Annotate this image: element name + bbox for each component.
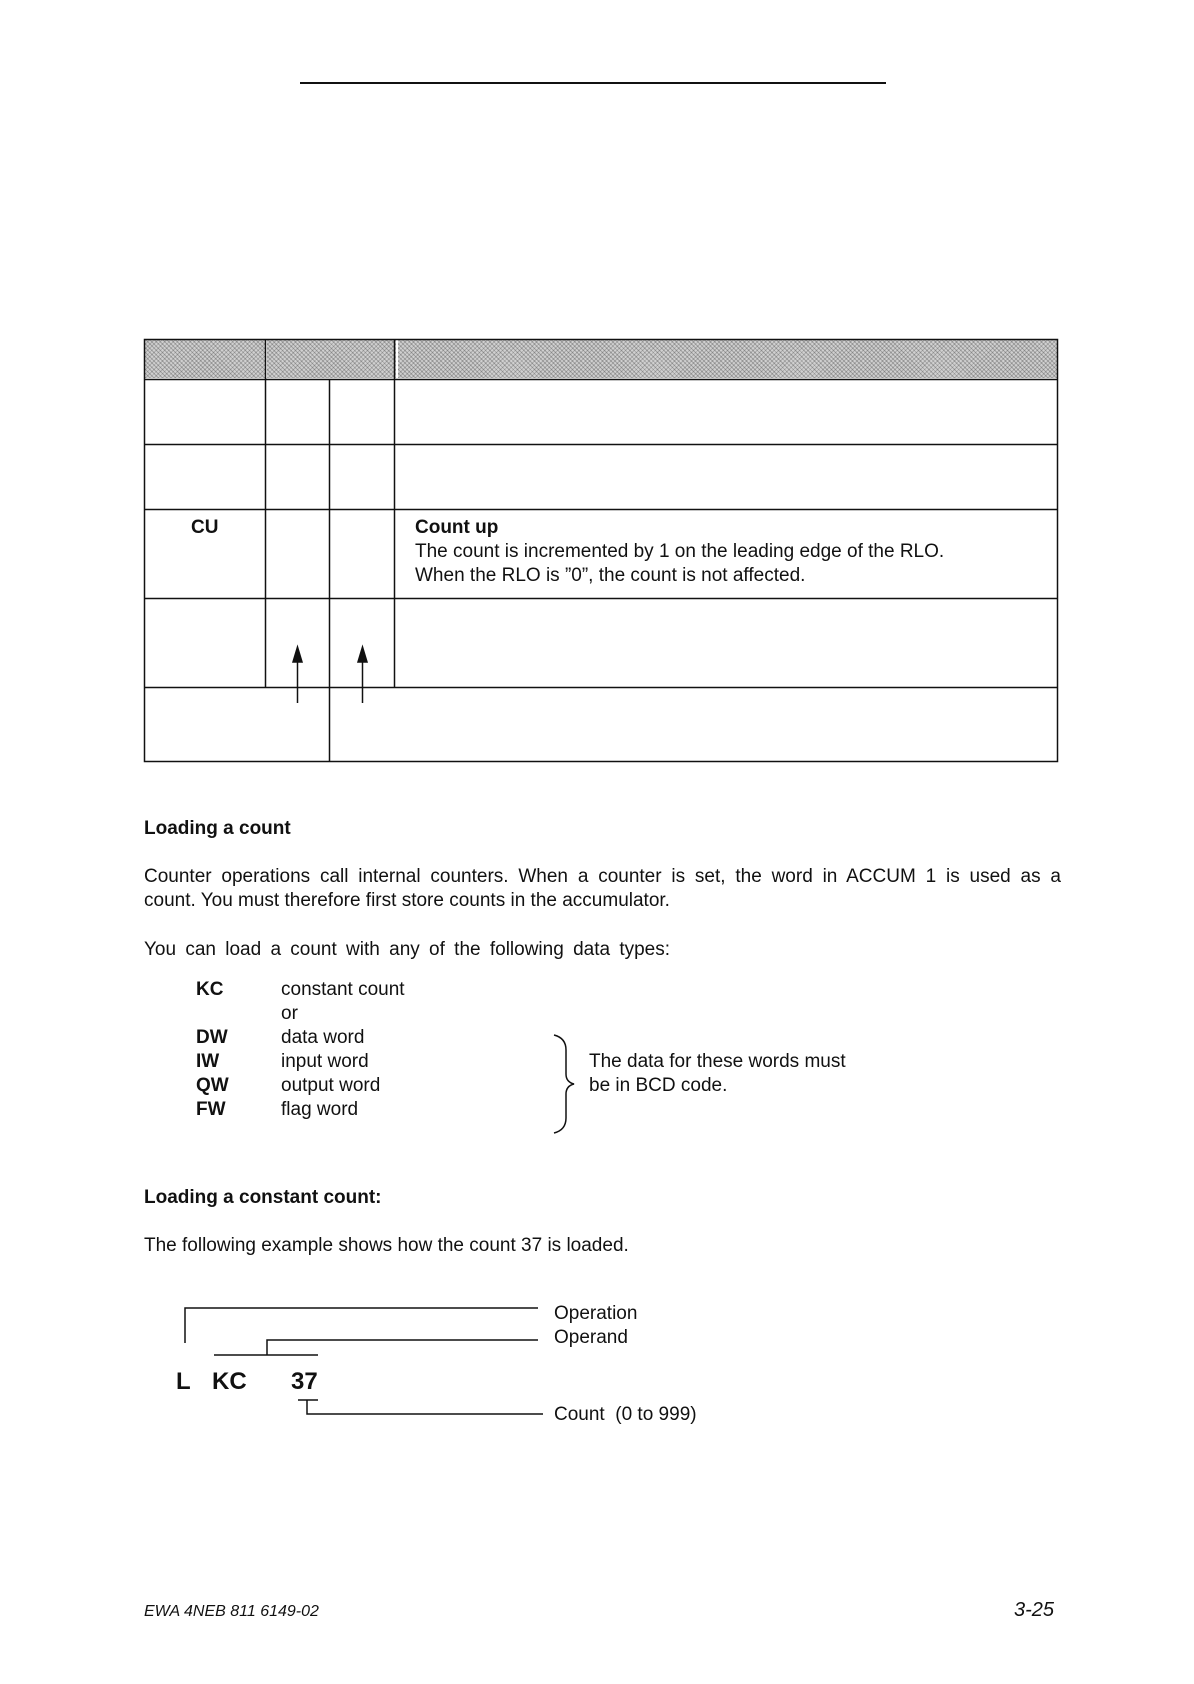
type-label: input word bbox=[281, 1051, 369, 1072]
up-arrow-icon bbox=[358, 647, 367, 703]
label-operation: Operation bbox=[554, 1303, 638, 1324]
type-label: or bbox=[281, 1003, 298, 1024]
section-heading-constant-count: Loading a constant count: bbox=[144, 1187, 382, 1208]
type-code: DW bbox=[196, 1027, 228, 1048]
type-code: KC bbox=[196, 979, 224, 1000]
section-heading-loading-count: Loading a count bbox=[144, 818, 291, 839]
label-operand: Operand bbox=[554, 1327, 628, 1348]
type-code: QW bbox=[196, 1075, 229, 1096]
table-row-3-desc-line-2: When the RLO is ”0”, the count is not affected. bbox=[415, 565, 806, 586]
page-number: 3-25 bbox=[1014, 1599, 1055, 1621]
footer-doc-id: EWA 4NEB 811 6149-02 bbox=[144, 1603, 319, 1620]
type-label: constant count bbox=[281, 979, 405, 1000]
paragraph-data-types: You can load a count with any of the following data types: bbox=[144, 939, 671, 960]
example-value: 37 bbox=[291, 1368, 318, 1395]
up-arrow-icon bbox=[293, 647, 302, 703]
label-count: Count (0 to 999) bbox=[554, 1404, 697, 1425]
type-code: FW bbox=[196, 1099, 226, 1120]
example-operation: L bbox=[176, 1368, 191, 1395]
paragraph-example: The following example shows how the count 37 is loaded. bbox=[144, 1235, 629, 1256]
example-operand: KC bbox=[212, 1368, 247, 1395]
bcd-note-line-2: be in BCD code. bbox=[589, 1075, 728, 1096]
type-code: IW bbox=[196, 1051, 220, 1072]
bcd-note-line-1: The data for these words must bbox=[589, 1051, 846, 1072]
table-row-3-title: Count up bbox=[415, 517, 499, 538]
table-row-3-desc-line-1: The count is incremented by 1 on the leading edge of the RLO. bbox=[415, 541, 945, 562]
paragraph-counter-line-2: count. You must therefore first store counts in the accumulator. bbox=[144, 890, 670, 911]
table-row-3-code: CU bbox=[191, 517, 219, 538]
type-label: output word bbox=[281, 1075, 381, 1096]
brace-icon bbox=[554, 1035, 574, 1133]
paragraph-counter-line-1: Counter operations call internal counters. When a counter is set, the word in ACCUM 1 is used as a bbox=[144, 866, 1061, 887]
type-label: flag word bbox=[281, 1099, 359, 1120]
example-callout-lines bbox=[185, 1308, 543, 1414]
type-label: data word bbox=[281, 1027, 365, 1048]
